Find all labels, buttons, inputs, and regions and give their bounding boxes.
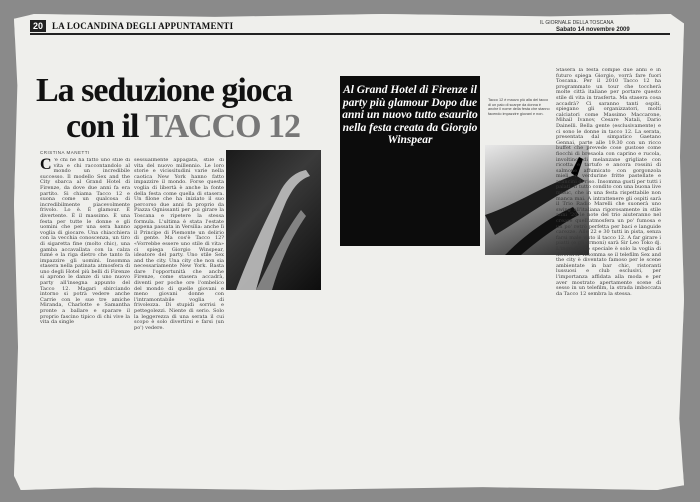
legs-photo-illustration [226, 150, 321, 290]
headline-prefix: con il [66, 108, 139, 145]
pullquote-text: Al Grand Hotel di Firenze il party più glamour Dopo due anni un nuovo tutto esaurito nella festa creata da Giorgio Winspear [342, 84, 478, 147]
legs-photo [226, 150, 321, 290]
byline: CRISTINA MANETTI [40, 150, 90, 155]
drop-cap: C [40, 158, 52, 173]
column-2-text: sessualmente appagata, stile di vita del nuovo millennio. Le loro storie e vicissitudini varie nella caotica New York hanno fatto impazzire il mondo. Forse questa voglia di libertà è anche la fonte della festa come quella di stasera. Un filone che ha iniziato il suo percorso due anni fa proprio da Piazza Ognissanti per poi girare la Toscana e ripetere la stessa formula. L'ultima è stata l'estate appena passata in Versilia: anche lì il Principe di Piemonte un delirio di gente. Ma cos'è Tacco 12? «Vorrebbe essere uno stile di vita» ci spiega Giorgio Winspear, ideatore del party. Uno stile Sex and the city. Una city che non sia necessariamente New York. Basta dare l'opportunità che anche Firenze, come stasera accadrà, diventi per poche ore l'ombelico del mondo di quelle giovani e meno giovani donne con l'intramontabile voglia di frivolezza. Di stupidi sorrisi e pettegolezzi. Niente di serio. Solo la leggerezza di una serata il cui scopo è solo divertirsi e farsi (un po') vedere. [134, 158, 224, 331]
page-number: 20 [30, 20, 46, 32]
photo-caption: Tacco 12 è mauvo più alla del tacco di un paio di scarpe da donna è anche il nome della festa che stanno facendo impazzire giovani e non. [488, 98, 550, 116]
section-title: LA LOCANDINA DEGLI APPUNTAMENTI [52, 21, 234, 31]
newspaper-name: IL GIORNALE DELLA TOSCANA [540, 20, 614, 26]
column-1-text: 'è chi ne ha fatto uno stile di vita e chi raccontandolo al mondo un incredibile successo. Il modello Sex and the City sbarca al Grand Hotel di Firenze, da dove due anni fa era partito. Si chiama Tacco 12 e suona come un qualcosa di incredibilmente piacevolmente frivolo. Lo è. È glamour. È divertente. È il massimo. È una festa per tutte le donne e gli uomini che per una sera hanno voglia di giocare. Una chiacchiera con la vecchia conoscenza, un tiro di sigaretta fine (molto chic), una gamba accavallata con la calza fumé e la riga dietro che tanto fa impazzire gli uomini. Insomma stasera nella patinata atmosfera di uno degli Hotel più belli di Firenze si aprono le danze di uno nuovo party all'insegna appunto del Tacco 12. Magari sbirciando intorno si potrà vedere anche Carrie con le sue tre amiche Miranda, Charlotte e Samantha pronte a ballare e sparare il proprio fascino tipico di chi vive la vita da single [40, 158, 130, 326]
headline-line-2 [66, 108, 300, 146]
headline-line-1: La seduzione gioca [36, 72, 292, 109]
issue-date: Sabato 14 novembre 2009 [556, 27, 630, 33]
header-rule [30, 33, 670, 35]
pullquote-box [340, 76, 480, 246]
column-3-text: Stasera la festa compie due anni e in futuro spiega Giorgio, vorrà fare fuori Toscana. Per il 2010 Tacco 12 ha programmato un tour che toccherà molte città italiane per portare questo stile di vita in trasferta. Ma stasera cosa accadrà? Ci saranno tanti ospiti, spiegano gli organizzatori, molti calciatori come Massimo Maccarone, Mihail Ivanov, Cesare Natali, Dario Dainelli. Bella gente (esclusivamente) e ci sono le donne in tacco 12. La serata, presentata dal simpatico Gaetano Gennai, parte alle 19.30 con un ricco buffet che prevede cose gustose come fiocchi di bresaola con caprino e rucola, involtino di melanzane grigliate con ricotta e tartufo e ancora rossini di salmone affumicato con gorgonzola mieli, o verdurine fritte pastellate e arancini di riso. Insomma gusti per tutti i palati. Il tutto condito con una buona live music, che in una festa rispettabile non manca mai. A intrattenere gli ospiti sarà il Trio Radio Marelli che suonerà uno swing all'italiana rigorosamente in stile anni '20 le note del trio aiuteranno nel creare quell'atmosfera un po' fumosa e un po' retrò perfetta per baci e languide carezze. Alle 22 e 30 tutti in pista, senza farsi male visto il tacco 12. A far girare i piatti (e gli ormoni) sarà Sir Leo Toko dj. L'ingrediente speciale è solo la voglia di divertirsi. Insomma se il telefilm Sex and the city è diventato famoso per le scene ambientate in bar chic, ristoranti lussuosi e club esclusivi, per l'importanza affidata alla moda e per aver mostrato apertamente scene di sesso in un telefilm, la strada imboccata da Tacco 12 sembra la stessa. [556, 68, 661, 297]
article-column-3 [556, 68, 661, 458]
article-column-1 [40, 158, 130, 462]
headline-highlight: TACCO 12 [145, 108, 301, 145]
article-column-2 [134, 158, 224, 462]
